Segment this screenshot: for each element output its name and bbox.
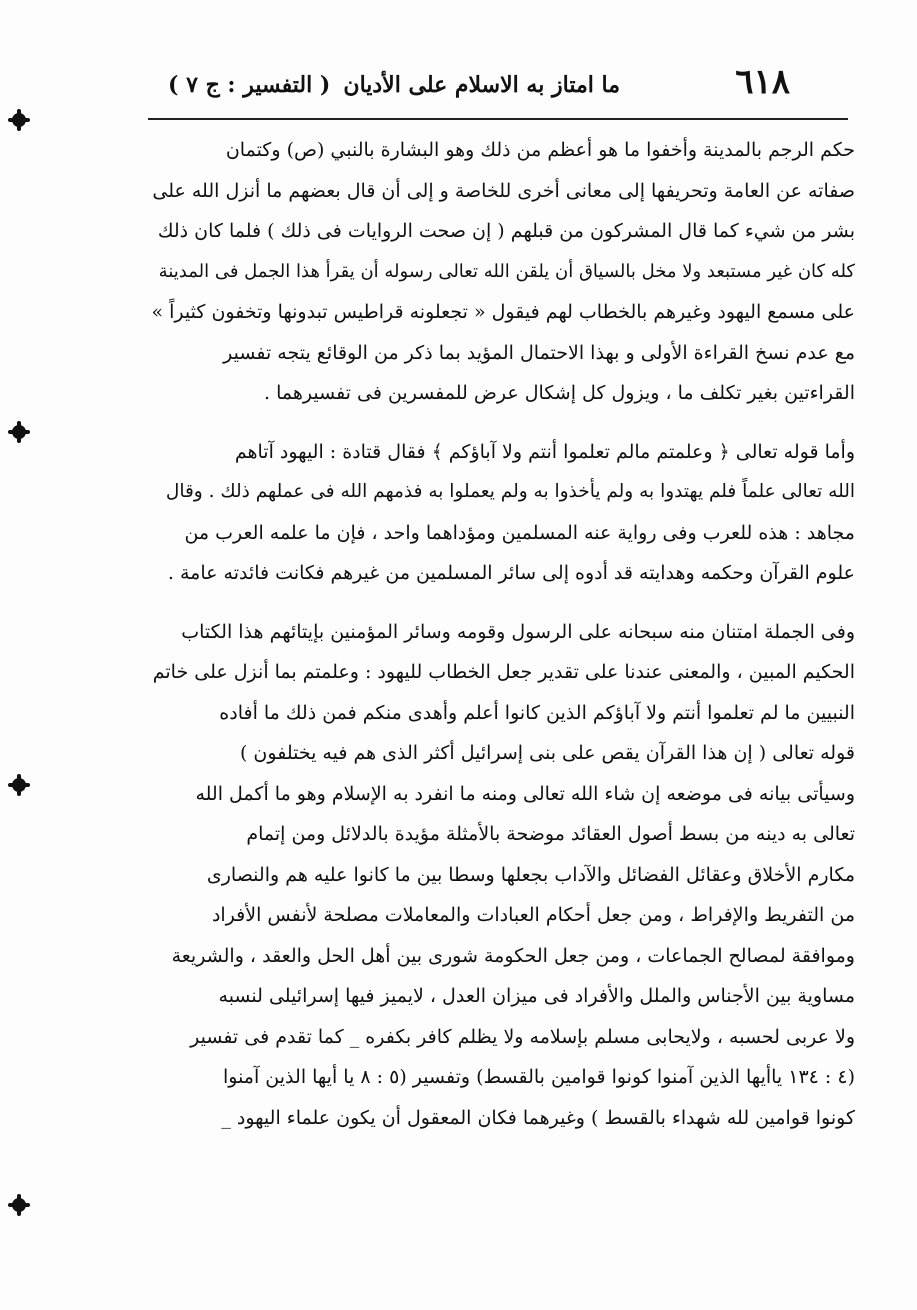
text-line: كونوا قوامين لله شهداء بالقسط ) وغيرهما فكان المعقول أن يكون علماء اليهود _ <box>221 1106 855 1129</box>
text-line: بشر من شيء كما قال المشركون من قبلهم ( إن صحت الروايات فى ذلك ) فلما كان ذلك <box>157 220 855 242</box>
text-line: مع عدم نسخ القراءة الأولى و بهذا الاحتمال المؤيد بما ذكر من الوقائع يتجه تفسير <box>223 341 855 364</box>
text-line: صفاته عن العامة وتحريفها إلى معانى أخرى للخاصة و إلى أن قال بعضهم ما أنزل الله على <box>152 179 855 202</box>
text-line: وسيأتى بيانه فى موضعه إن شاء الله تعالى ومنه ما انفرد به الإسلام وهو ما أكمل الله <box>195 782 855 805</box>
text-line: وموافقة لمصالح الجماعات ، ومن جعل الحكومة شورى بين أهل الحل والعقد ، والشريعة <box>171 944 855 967</box>
text-line: تعالى به دينه من بسط أصول العقائد موضحة بالأمثلة مؤيدة بالدلائل ومن إتمام <box>246 823 855 845</box>
running-title: ما امتاز به الاسلام على الأديان <box>343 72 620 98</box>
text-line: كله كان غير مستبعد ولا مخل بالسياق أن يلقن الله تعالى رسوله أن يقرأ هذا الجمل فى المدينة <box>158 260 855 282</box>
punch-hole-mark <box>12 1198 26 1212</box>
paragraph-1 <box>150 130 855 414</box>
text-line: من التفريط والإفراط ، ومن جعل أحكام العبادات والمعاملات مصلحة لأنفس الأفراد <box>211 904 855 926</box>
punch-hole-mark <box>12 425 26 439</box>
text-line: مجاهد : هذه للعرب وفى رواية عنه المسلمين ومؤداهما واحد ، فإن ما علمه العرب من <box>184 521 855 544</box>
text-line: النبيين ما لم تعلموا أنتم ولا آباؤكم الذين كانوا أعلم وأهدى منكم فمن ذلك ما أفاده <box>219 701 855 724</box>
page-header <box>150 62 790 112</box>
paragraph-2 <box>150 432 855 594</box>
punch-hole-mark <box>12 113 26 127</box>
text-line: مكارم الأخلاق وعقائل الفضائل والآداب بجعلها وسطا بين ما كانوا عليه هم والنصارى <box>206 863 855 886</box>
body-text <box>150 130 855 1138</box>
punch-hole-mark <box>12 778 26 792</box>
text-line: علوم القرآن وحكمه وهدايته قد أدوه إلى سائر المسلمين من غيرهم فكانت فائدته عامة . <box>167 562 855 584</box>
text-line: الحكيم المبين ، والمعنى عندنا على تقدير جعل الخطاب لليهود : وعلمتم بما أنزل على خاتم <box>152 661 855 683</box>
text-line: ولا عربى لحسبه ، ولايحابى مسلم بإسلامه ولا يظلم كافر بكفره _ كما تقدم فى تفسير <box>190 1025 855 1048</box>
text-line: مساوية بين الأجناس والملل والأفراد فى ميزان العدل ، لايميز فيها إسرائيلى لنسبه <box>218 985 855 1007</box>
page-number: ٦١٨ <box>735 62 790 102</box>
paragraph-3 <box>150 612 855 1139</box>
text-line: قوله تعالى ( إن هذا القرآن يقص على بنى إسرائيل أكثر الذى هم فيه يختلفون ) <box>239 742 855 764</box>
header-rule <box>148 118 848 120</box>
volume-note: ( التفسير : ج ٧ ) <box>168 72 331 98</box>
text-line: (٤ : ١٣٤ ياأيها الذين آمنوا كونوا قوامين بالقسط) وتفسير (٥ : ٨ يا أيها الذين آمنوا <box>222 1066 855 1088</box>
text-line: حكم الرجم بالمدينة وأخفوا ما هو أعظم من ذلك وهو البشارة بالنبي (ص) وكتمان <box>225 139 855 161</box>
text-line: وفى الجملة امتنان منه سبحانه على الرسول وقومه وسائر المؤمنين بإيتائهم هذا الكتاب <box>181 620 855 643</box>
text-line: وأما قوله تعالى ﴿ وعلمتم مالم تعلموا أنتم ولا آباؤكم ﴾ فقال قتادة : اليهود آتاهم <box>234 440 855 463</box>
text-line: القراءتين بغير تكلف ما ، ويزول كل إشكال عرض للمفسرين فى تفسيرهما . <box>264 382 855 404</box>
text-line: الله تعالى علماً فلم يهتدوا به ولم يأخذوا به ولم يعملوا به فذمهم الله فى عملهم ذلك . وقال <box>165 481 855 502</box>
text-line: على مسمع اليهود وغيرهم بالخطاب لهم فيقول « تجعلونه قراطيس تبدونها وتخفون كثيراً » <box>151 301 855 323</box>
